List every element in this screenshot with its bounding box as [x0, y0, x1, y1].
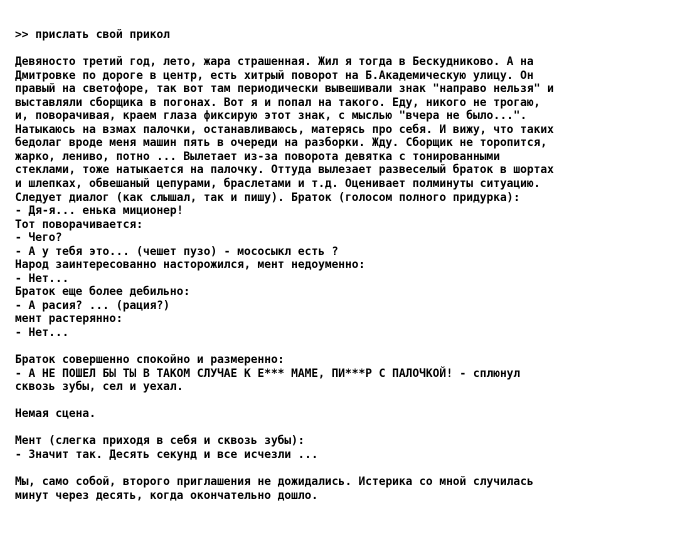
story-line: и шлепках, обвешаный цепурами, браслетами и т.д. Оценивает полминуты ситуацию. [15, 177, 541, 191]
story-line: Тот поворачивается: [15, 217, 143, 231]
story-line: правый на светофоре, так вот там периодически вывешивали знак "направо нельзя" и [15, 82, 554, 96]
story-line: Мы, само собой, второго приглашения не дожидались. Истерика со мной случилась [15, 475, 534, 489]
story-line: - А у тебя это... (чешет пузо) - мососыкл есть ? [15, 244, 339, 258]
story-line: - А расия? ... (рация?) [15, 298, 170, 312]
story-line: мент растерянно: [15, 312, 123, 326]
joke-page [15, 28, 687, 502]
story-line: - Чего? [15, 231, 63, 245]
story-line: бедолаг вроде меня машин пять в очереди на разборки. Жду. Сборщик не торопится, [15, 136, 548, 150]
story-line: Мент (слегка приходя в себя и сквозь зубы): [15, 434, 305, 448]
story-line: сквозь зубы, сел и уехал. [15, 380, 184, 394]
blank-line [15, 462, 687, 476]
story-line: Девяносто третий год, лето, жара страшенная. Жил я тогда в Бескудниково. А на [15, 55, 534, 69]
submit-joke-link[interactable]: >> прислать свой прикол [15, 28, 170, 41]
story-line: стеклами, тоже натыкается на палочку. Оттуда вылезает развеселый браток в шортах [15, 163, 554, 177]
story-line: выставляли сборщика в погонах. Вот я и попал на такого. Еду, никого не трогаю, [15, 95, 541, 109]
story-line: - А НЕ ПОШЕЛ БЫ ТЫ В ТАКОМ СЛУЧАЕ К Е*** МАМЕ, ПИ***Р С ПАЛОЧКОЙ! - сплюнул [15, 366, 521, 380]
story-line: жарко, лениво, потно ... Вылетает из-за поворота девятка с тонированными [15, 149, 500, 163]
story-line: минут через десять, когда окончательно дошло. [15, 488, 319, 502]
story-line: Дмитровке по дороге в центр, есть хитрый поворот на Б.Академическую улицу. Он [15, 68, 534, 82]
story-line: и, поворачивая, краем глаза фиксирую этот знак, с мыслью "вчера не было...". [15, 109, 527, 123]
blank-line [15, 340, 687, 354]
blank-line [15, 421, 687, 435]
blank-line [15, 394, 687, 408]
story-line: Браток еще более дебильно: [15, 285, 191, 299]
story-line: - Нет... [15, 271, 69, 285]
story-line: - Дя-я... енька миционер! [15, 204, 184, 218]
story-line: Натыкаюсь на взмах палочки, останавливаюсь, матерясь про себя. И вижу, что таких [15, 122, 554, 136]
story-line: Браток совершенно спокойно и размеренно: [15, 353, 285, 367]
story-line: Народ заинтересованно насторожился, мент недоуменно: [15, 258, 366, 272]
story-line: Следует диалог (как слышал, так и пишу). Браток (голосом полного придурка): [15, 190, 521, 204]
story-line: - Значит так. Десять секунд и все исчезли ... [15, 447, 319, 461]
story-text [15, 55, 687, 502]
story-line: - Нет... [15, 326, 69, 340]
story-line: Немая сцена. [15, 407, 96, 421]
